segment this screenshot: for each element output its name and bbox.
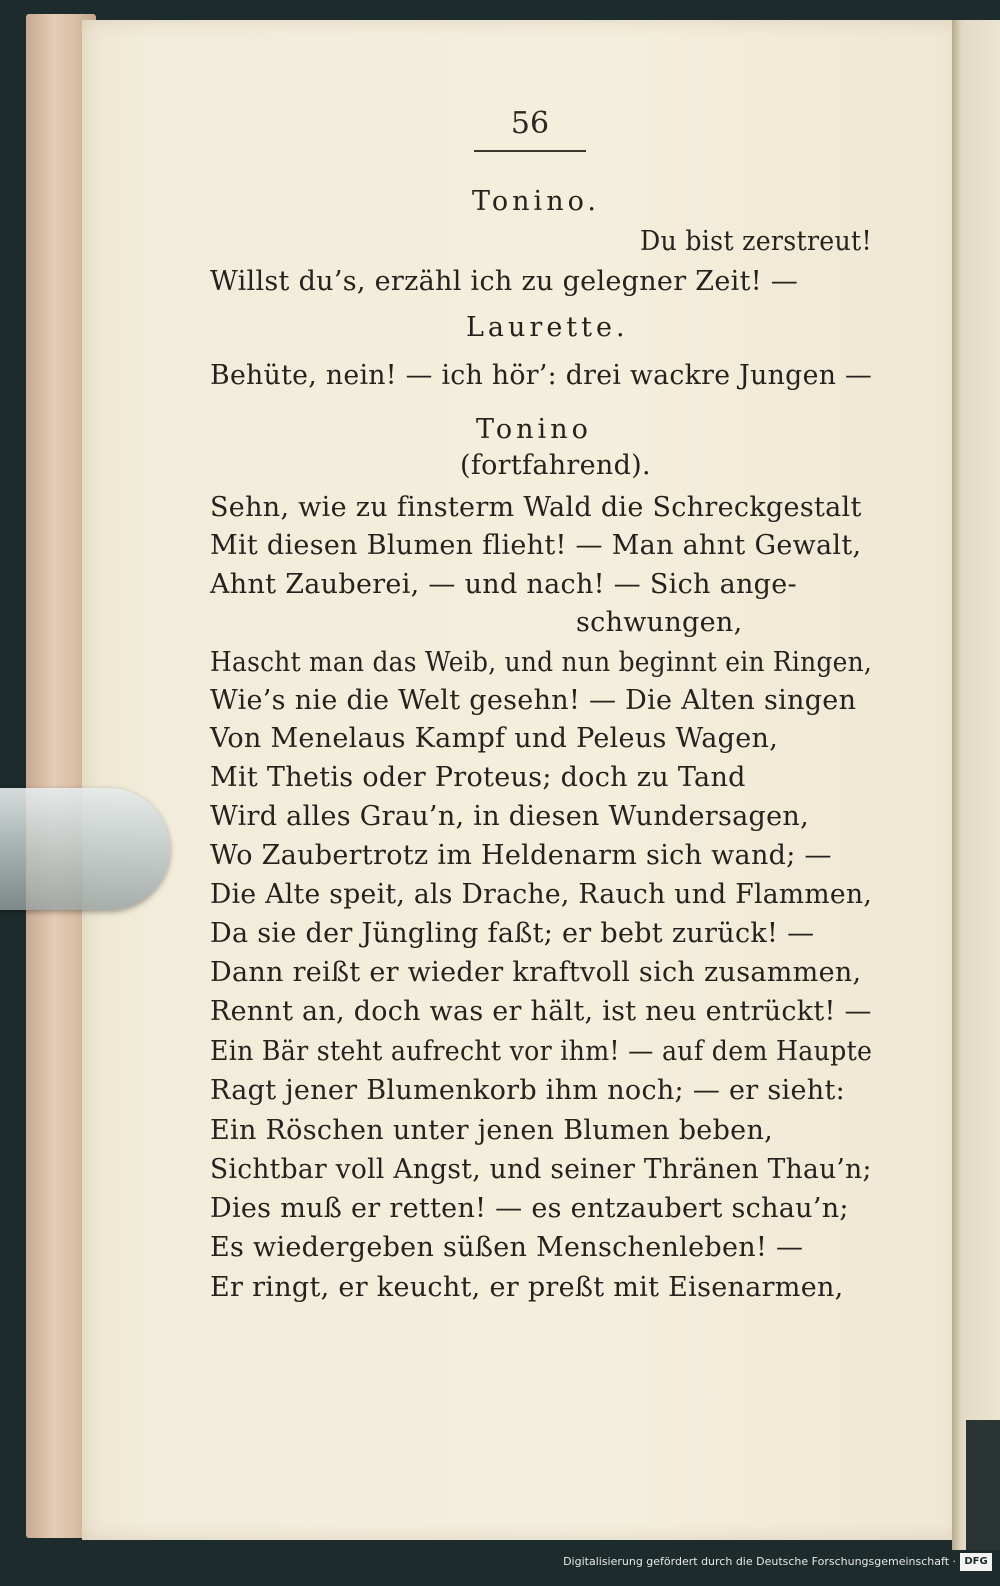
- dfg-logo: DFG: [960, 1553, 992, 1571]
- verse-line: Wie’s nie die Welt gesehn! — Die Alten singen: [210, 685, 857, 716]
- verse-line: Es wiedergeben süßen Menschenleben! —: [210, 1232, 804, 1263]
- page-number-rule: [474, 150, 586, 152]
- verse-line: Mit diesen Blumen flieht! — Man ahnt Gewalt,: [210, 530, 862, 561]
- verse-line: Dann reißt er wieder kraftvoll sich zusammen,: [210, 957, 862, 988]
- verse-line: Da sie der Jüngling faßt; er bebt zurück! —: [210, 918, 815, 949]
- verse-line: Willst du’s, erzähl ich zu gelegner Zeit! —: [210, 266, 799, 297]
- verse-line: Wird alles Grau’n, in diesen Wundersagen,: [210, 801, 809, 832]
- verse-line: Mit Thetis oder Proteus; doch zu Tand: [210, 762, 746, 793]
- verse-line: Ein Bär steht aufrecht vor ihm! — auf dem Haupte: [210, 1036, 873, 1067]
- verse-line: Ahnt Zauberei, — und nach! — Sich ange-: [210, 569, 797, 600]
- page-number: 56: [510, 106, 550, 141]
- verse-line: Ein Röschen unter jenen Blumen beben,: [210, 1115, 774, 1146]
- verse-line: Von Menelaus Kampf und Peleus Wagen,: [210, 723, 779, 754]
- verse-line: Die Alte speit, als Drache, Rauch und Flammen,: [210, 879, 873, 910]
- verse-line: Wo Zaubertrotz im Heldenarm sich wand; —: [210, 840, 832, 871]
- digitization-credit: Digitalisierung gefördert durch die Deutsche Forschungsgemeinschaft ·: [563, 1555, 956, 1568]
- page-holder-clip: [0, 788, 170, 910]
- speaker-name: Tonino: [476, 414, 592, 445]
- next-page-edge: [952, 20, 1000, 1550]
- verse-line: Dies muß er retten! — es entzaubert schau’n;: [210, 1193, 849, 1224]
- verse-line: Sehn, wie zu finsterm Wald die Schreckgestalt: [210, 492, 862, 523]
- stage-direction: (fortfahrend).: [460, 450, 651, 481]
- speaker-name: Tonino.: [472, 186, 600, 217]
- speaker-name: Laurette.: [466, 312, 629, 343]
- verse-line: Ragt jener Blumenkorb ihm noch; — er sieht:: [210, 1075, 845, 1106]
- verse-line: Rennt an, doch was er hält, ist neu entrückt! —: [210, 996, 872, 1027]
- verse-line: Er ringt, er keucht, er preßt mit Eisenarmen,: [210, 1272, 844, 1303]
- verse-line: schwungen,: [576, 607, 743, 638]
- verse-line: Hascht man das Weib, und nun beginnt ein Ringen,: [210, 647, 873, 678]
- background-corner: [966, 1420, 1000, 1550]
- verse-line: Behüte, nein! — ich hör’: drei wackre Jungen —: [210, 360, 873, 391]
- verse-line: Du bist zerstreut!: [640, 226, 872, 257]
- verse-line: Sichtbar voll Angst, und seiner Thränen Thau’n;: [210, 1154, 872, 1185]
